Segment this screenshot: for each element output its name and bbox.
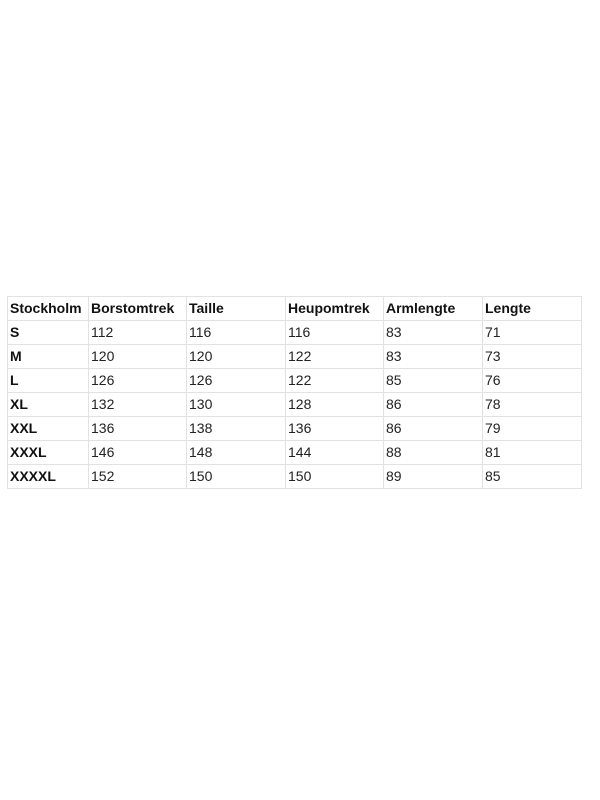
table-cell: 122 [286,345,384,369]
table-cell: 130 [187,393,286,417]
table-cell: 112 [89,321,187,345]
table-cell: 83 [384,345,483,369]
size-label: S [8,321,89,345]
table-cell: 126 [187,369,286,393]
table-cell: 120 [187,345,286,369]
table-row [8,345,582,369]
table-row [8,369,582,393]
table-cell: 132 [89,393,187,417]
table-cell: 81 [483,441,582,465]
table-cell: 152 [89,465,187,489]
table-cell: 150 [187,465,286,489]
table-cell: 136 [286,417,384,441]
column-header: Lengte [483,297,582,321]
table-cell: 128 [286,393,384,417]
size-chart-table [7,296,582,489]
table-cell: 120 [89,345,187,369]
column-header: Borstomtrek [89,297,187,321]
table-cell: 88 [384,441,483,465]
table-cell: 86 [384,393,483,417]
column-header: Taille [187,297,286,321]
table-header-row [8,297,582,321]
table-cell: 116 [286,321,384,345]
size-label: XXL [8,417,89,441]
table-row [8,441,582,465]
table-cell: 138 [187,417,286,441]
table-cell: 86 [384,417,483,441]
table-cell: 116 [187,321,286,345]
table-cell: 146 [89,441,187,465]
size-label: L [8,369,89,393]
table-cell: 150 [286,465,384,489]
size-label: XL [8,393,89,417]
table-cell: 148 [187,441,286,465]
table-cell: 83 [384,321,483,345]
size-label: XXXXL [8,465,89,489]
table-cell: 122 [286,369,384,393]
table-cell: 85 [483,465,582,489]
table-cell: 126 [89,369,187,393]
table-row [8,321,582,345]
table-row [8,417,582,441]
table-cell: 89 [384,465,483,489]
table-cell: 71 [483,321,582,345]
table-cell: 136 [89,417,187,441]
column-header: Stockholm [8,297,89,321]
size-label: XXXL [8,441,89,465]
table-cell: 73 [483,345,582,369]
column-header: Heupomtrek [286,297,384,321]
column-header: Armlengte [384,297,483,321]
table-row [8,465,582,489]
table-cell: 76 [483,369,582,393]
size-label: M [8,345,89,369]
table-cell: 85 [384,369,483,393]
table-cell: 79 [483,417,582,441]
table-cell: 144 [286,441,384,465]
table-cell: 78 [483,393,582,417]
table-row [8,393,582,417]
